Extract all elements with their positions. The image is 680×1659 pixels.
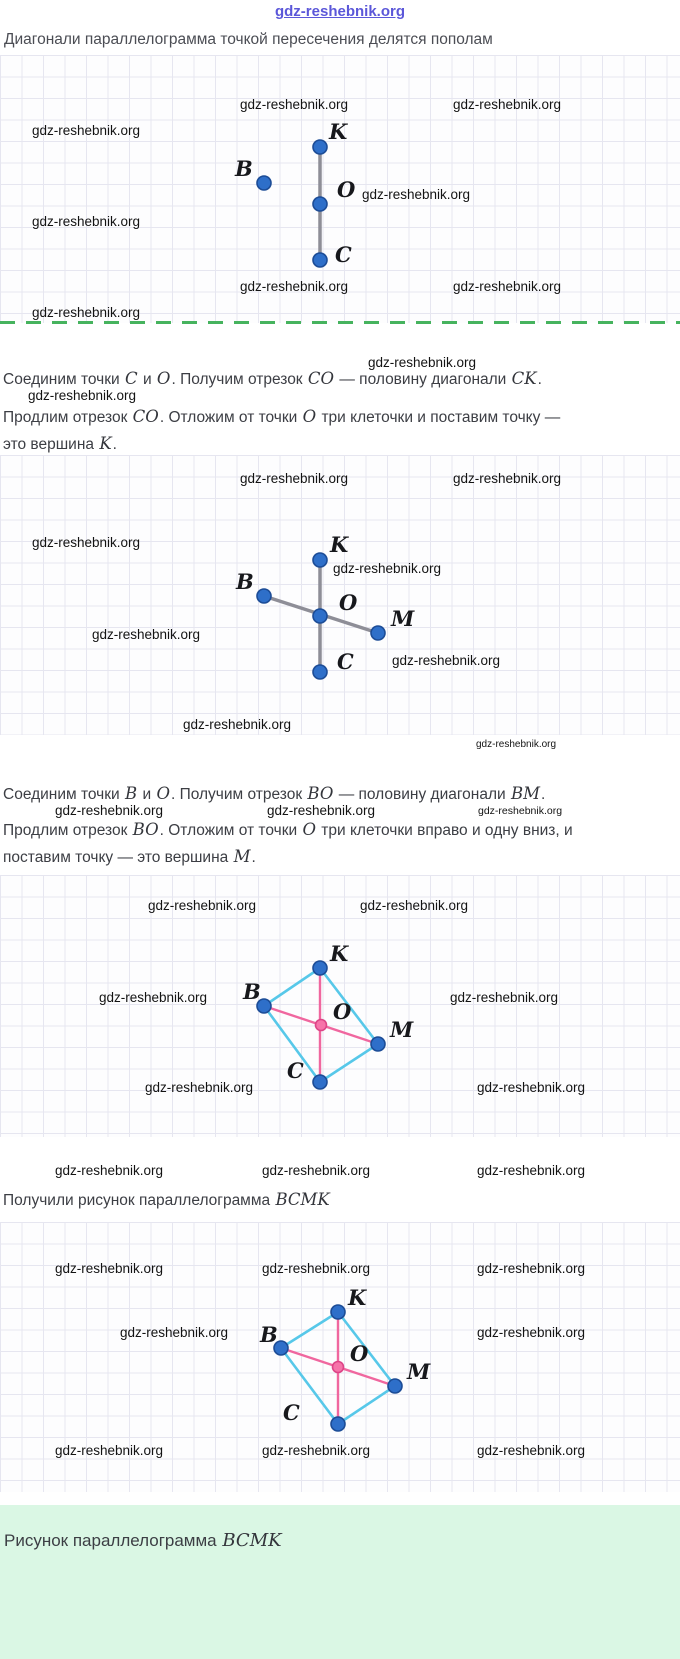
text-run: Получили рисунок параллелограмма (3, 1192, 275, 1209)
watermark: gdz-reshebnik.org (145, 1079, 254, 1095)
watermark: gdz-reshebnik.org (55, 1442, 164, 1458)
point-K (331, 1305, 345, 1319)
point-O (313, 609, 327, 623)
point-K (313, 553, 327, 567)
vertex-label-K: K (348, 1285, 367, 1310)
figure-step4 (0, 1222, 680, 1492)
vertex-label-B: B (235, 156, 253, 181)
vertex-label-B: B (260, 1322, 278, 1347)
text-run: . (251, 849, 256, 866)
text-run: — половину диагонали (334, 786, 510, 803)
watermark: gdz-reshebnik.org (28, 388, 137, 403)
point-B (257, 589, 271, 603)
watermark: gdz-reshebnik.org (262, 1163, 371, 1178)
watermark: gdz-reshebnik.org (32, 213, 141, 229)
figure-step1 (0, 55, 680, 323)
text-run: . (112, 436, 117, 453)
math-token: C (125, 369, 138, 388)
text-run: и (138, 786, 156, 803)
point-K (313, 961, 327, 975)
text-run: . Получим отрезок (170, 786, 307, 803)
watermark: gdz-reshebnik.org (267, 803, 376, 818)
math-token: BO (307, 784, 334, 803)
vertex-label-O: O (350, 1341, 369, 1366)
text-run: Рисунок параллелограмма (4, 1531, 222, 1550)
math-token: BO (132, 820, 159, 839)
vertex-label-C: C (337, 649, 354, 674)
text-run: . (541, 786, 546, 803)
paragraph-line-2c (3, 847, 256, 867)
watermark: gdz-reshebnik.org (240, 96, 349, 112)
point-K (313, 140, 327, 154)
vertex-label-K: K (330, 532, 349, 557)
watermark: gdz-reshebnik.org (262, 1260, 371, 1276)
watermark: gdz-reshebnik.org (32, 534, 141, 550)
point-C (331, 1417, 345, 1431)
watermark: gdz-reshebnik.org (477, 1324, 586, 1340)
text-run: . Отложим от точки (159, 822, 302, 839)
vertex-label-B: B (236, 569, 254, 594)
segment-MC (320, 1044, 378, 1082)
watermark: gdz-reshebnik.org (478, 805, 563, 817)
point-O (313, 197, 327, 211)
page-title: Диагонали параллелограмма точкой пересечения делятся пополам (4, 31, 493, 48)
watermark: gdz-reshebnik.org (148, 897, 257, 913)
text-run: Продлим отрезок (3, 822, 132, 839)
watermark: gdz-reshebnik.org (453, 278, 562, 294)
watermark: gdz-reshebnik.org (362, 186, 471, 202)
math-token: O (302, 820, 316, 839)
site-header-link[interactable]: gdz-reshebnik.org (274, 3, 405, 20)
text-run: три клеточки и поставим точку — (317, 409, 561, 426)
footer-caption (4, 1530, 283, 1551)
watermark: gdz-reshebnik.org (240, 470, 349, 486)
math-token: O (156, 784, 170, 803)
watermark: gdz-reshebnik.org (360, 897, 469, 913)
point-M (371, 1037, 385, 1051)
watermark: gdz-reshebnik.org (477, 1260, 586, 1276)
watermark: gdz-reshebnik.org (55, 1163, 164, 1178)
point-O (316, 1020, 327, 1031)
watermark: gdz-reshebnik.org (476, 739, 557, 750)
watermark: gdz-reshebnik.org (392, 652, 501, 668)
vertex-label-C: C (287, 1058, 304, 1083)
math-token: CO (307, 369, 335, 388)
point-M (388, 1379, 402, 1393)
segment-BK (264, 968, 320, 1006)
vertex-label-B: B (243, 979, 261, 1004)
watermark: gdz-reshebnik.org (368, 355, 477, 370)
text-run: . (537, 371, 542, 388)
math-token: CK (511, 369, 537, 388)
text-run: Продлим отрезок (3, 409, 132, 426)
math-token: BM (510, 784, 541, 803)
vertex-label-K: K (329, 119, 348, 144)
math-token: BCMK (222, 1530, 282, 1551)
vertex-label-C: C (283, 1400, 300, 1425)
vertex-label-O: O (333, 999, 352, 1024)
vertex-label-O: O (339, 590, 358, 615)
watermark: gdz-reshebnik.org (55, 803, 164, 818)
watermark: gdz-reshebnik.org (450, 989, 559, 1005)
watermark: gdz-reshebnik.org (240, 278, 349, 294)
figure-step3 (0, 875, 680, 1137)
watermark: gdz-reshebnik.org (120, 1324, 229, 1340)
watermark: gdz-reshebnik.org (333, 560, 442, 576)
vertex-label-M: M (390, 1017, 414, 1042)
paragraph-line-3 (3, 1190, 331, 1210)
text-run: . Получим отрезок (171, 371, 307, 388)
point-O (333, 1362, 344, 1373)
text-run: Соединим точки (3, 786, 125, 803)
watermark: gdz-reshebnik.org (55, 1260, 164, 1276)
watermark: gdz-reshebnik.org (477, 1079, 586, 1095)
vertex-label-O: O (337, 177, 356, 202)
watermark: gdz-reshebnik.org (183, 716, 292, 732)
figure-canvas-step4 (0, 1222, 680, 1492)
paragraph-line-1a (3, 369, 542, 389)
text-run: — половину диагонали (335, 371, 511, 388)
watermark: gdz-reshebnik.org (477, 1442, 586, 1458)
paragraph-line-1c (3, 434, 117, 454)
vertex-label-M: M (391, 606, 415, 631)
math-token: O (302, 407, 317, 426)
vertex-label-C: C (335, 242, 352, 267)
figure-canvas-step3 (0, 875, 680, 1137)
watermark: gdz-reshebnik.org (32, 304, 141, 320)
segment-BK (281, 1312, 338, 1348)
paragraph-line-1b (3, 407, 560, 427)
math-token: O (156, 369, 171, 388)
text-run: Соединим точки (3, 371, 125, 388)
watermark: gdz-reshebnik.org (477, 1163, 586, 1178)
point-M (371, 626, 385, 640)
text-run: и (138, 371, 156, 388)
point-B (257, 176, 271, 190)
math-token: CO (132, 407, 159, 426)
paragraph-line-2b (3, 820, 573, 840)
segment-MC (338, 1386, 395, 1424)
section-divider (0, 321, 680, 324)
watermark: gdz-reshebnik.org (453, 470, 562, 486)
point-C (313, 253, 327, 267)
text-run: это вершина (3, 436, 99, 453)
vertex-label-M: M (407, 1359, 431, 1384)
watermark: gdz-reshebnik.org (92, 626, 201, 642)
watermark: gdz-reshebnik.org (262, 1442, 371, 1458)
math-token: M (233, 847, 251, 866)
point-C (313, 665, 327, 679)
text-run: три клеточки вправо и одну вниз, и (316, 822, 573, 839)
watermark: gdz-reshebnik.org (453, 96, 562, 112)
vertex-label-K: K (330, 941, 349, 966)
figure-step2 (0, 455, 680, 735)
math-token: B (125, 784, 138, 803)
text-run: поставим точку — это вершина (3, 849, 233, 866)
point-C (313, 1075, 327, 1089)
math-token: K (99, 434, 112, 453)
math-token: BCMK (275, 1190, 330, 1209)
text-run: . Отложим от точки (159, 409, 302, 426)
watermark: gdz-reshebnik.org (32, 122, 141, 138)
footer-panel (0, 1505, 680, 1659)
figure-canvas-step1 (0, 55, 680, 323)
paragraph-line-2a (3, 784, 545, 804)
figure-canvas-step2 (0, 455, 680, 735)
watermark: gdz-reshebnik.org (99, 989, 208, 1005)
